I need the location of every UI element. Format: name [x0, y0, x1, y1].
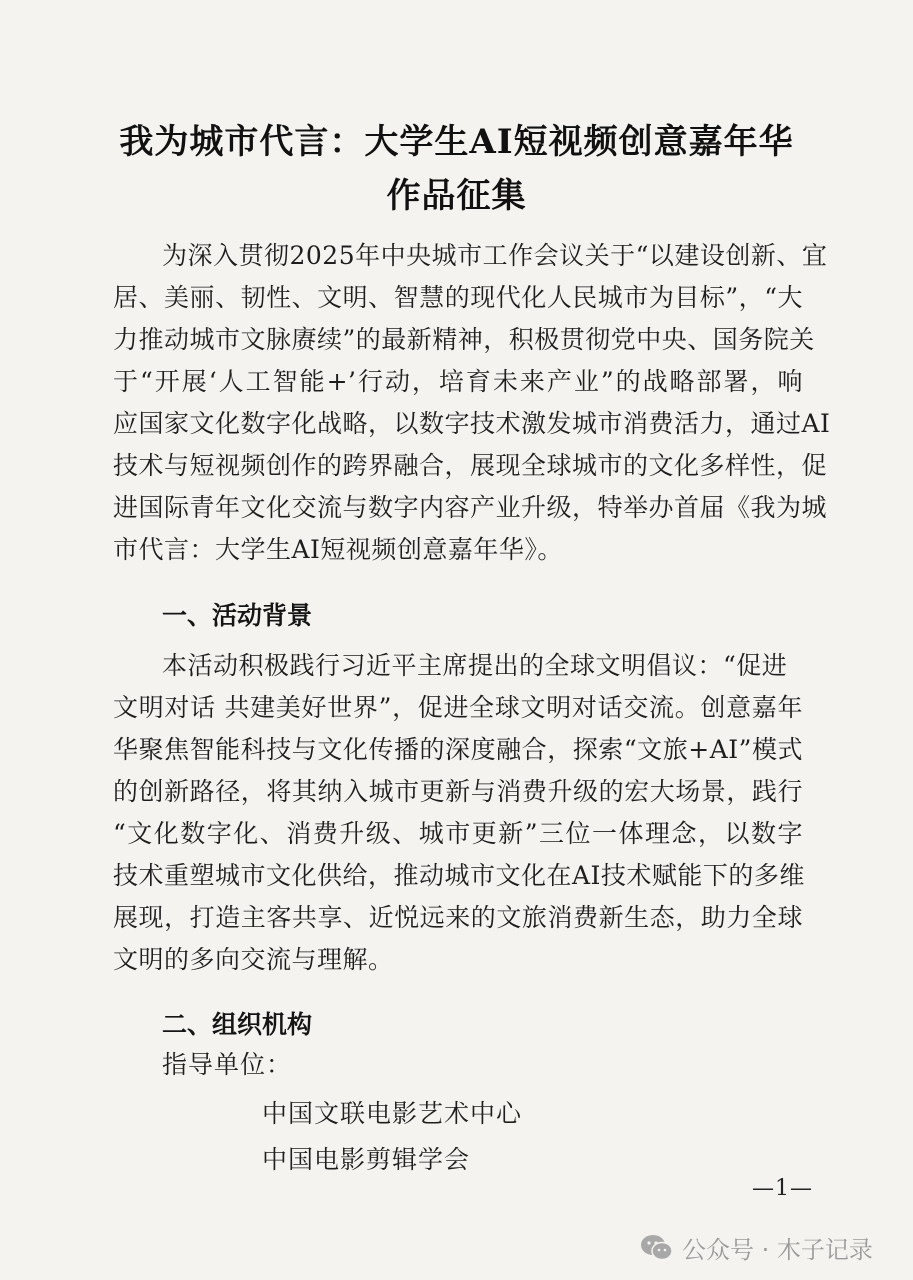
section-heading-organization: 二、组织机构 [162, 1010, 313, 1039]
intro-line-4: 于“开展‘人工智能+’行动，培育未来产业”的战略部署，响 [113, 367, 803, 396]
guide-unit-1: 中国文联电影艺术中心 [262, 1099, 523, 1128]
wechat-icon [640, 1233, 674, 1263]
watermark [640, 1230, 873, 1265]
document-title-line1: 我为城市代言：大学生AI短视频创意嘉年华 [119, 122, 794, 162]
guide-unit-label: 指导单位： [162, 1050, 293, 1079]
document-title-line2: 作品征集 [386, 176, 527, 216]
intro-line-2: 居、美丽、韧性、文明、智慧的现代化人民城市为目标”，“大 [113, 283, 803, 312]
section1-line-6: 技术重塑城市文化供给，推动城市文化在AI技术赋能下的多维 [113, 861, 805, 890]
intro-line-7: 进国际青年文化交流与数字内容产业升级，特举办首届《我为城 [113, 493, 828, 522]
section1-line-1: 本活动积极践行习近平主席提出的全球文明倡议：“促进 [162, 651, 788, 680]
intro-line-6: 技术与短视频创作的跨界融合，展现全球城市的文化多样性，促 [113, 451, 828, 480]
intro-line-1: 为深入贯彻2025年中央城市工作会议关于“以建设创新、宜 [162, 241, 828, 270]
section1-line-2: 文明对话 共建美好世界”，促进全球文明对话交流。创意嘉年 [113, 693, 803, 722]
section-heading-background: 一、活动背景 [162, 601, 313, 630]
section1-line-5: “文化数字化、消费升级、城市更新”三位一体理念，以数字 [113, 819, 803, 848]
guide-unit-2: 中国电影剪辑学会 [262, 1145, 471, 1174]
intro-line-5: 应国家文化数字化战略，以数字技术激发城市消费活力，通过AI [113, 409, 831, 438]
intro-line-8: 市代言：大学生AI短视频创意嘉年华》。 [113, 535, 563, 564]
section1-line-8: 文明的多向交流与理解。 [113, 945, 394, 974]
section1-line-7: 展现，打造主客共享、近悦远来的文旅消费新生态，助力全球 [113, 903, 803, 932]
page-number: —1— [752, 1176, 813, 1201]
section1-line-4: 的创新路径，将其纳入城市更新与消费升级的宏大场景，践行 [113, 777, 803, 806]
intro-line-3: 力推动城市文脉赓续”的最新精神，积极贯彻党中央、国务院关 [113, 325, 815, 354]
watermark-text: 公众号 · 木子记录 [682, 1236, 873, 1264]
section1-line-3: 华聚焦智能科技与文化传播的深度融合，探索“文旅+AI”模式 [113, 735, 803, 764]
